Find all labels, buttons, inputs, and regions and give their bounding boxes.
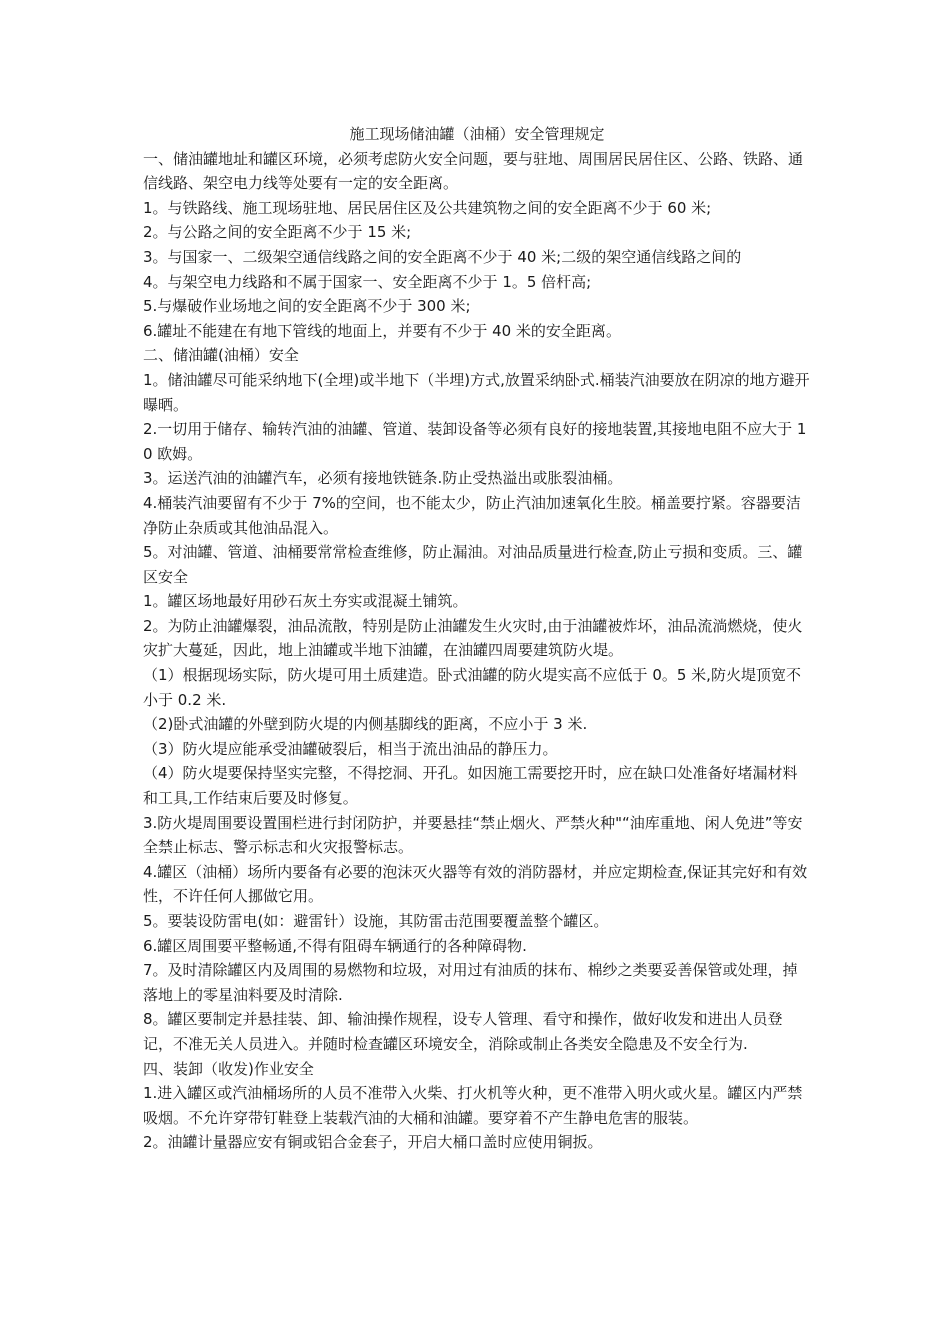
paragraph: 2。为防止油罐爆裂，油品流散，特别是防止油罐发生火灾时,由于油罐被炸坏，油品流淌燃烧，使火灾扩大蔓延，因此，地上油罐或半地下油罐，在油罐四周要建筑防火堤。 [143,616,803,660]
paragraph: 5。要装设防雷电(如：避雷针）设施，其防雷击范围要覆盖整个罐区。 [143,912,609,930]
paragraph: 2。油罐计量器应安有铜或铝合金套子，开启大桶口盖时应使用铜扳。 [143,1133,603,1152]
paragraph: 3.防火堤周围要设置围栏进行封闭防护，并要悬挂“禁止烟火、严禁火种"“油库重地、闲人免进”等安全禁止标志、警示标志和火灾报警标志。 [143,813,803,857]
paragraph: 5。对油罐、管道、油桶要常常检查维修，防止漏油。对油品质量进行检查,防止亏损和变质。三、罐区安全 [143,543,803,586]
paragraph: 1.进入罐区或汽油桶场所的人员不准带入火柴、打火机等火种，更不准带入明火或火星。罐区内严禁吸烟。不允许穿带钉鞋登上装载汽油的大桶和油罐。要穿着不产生静电危害的服装。 [143,1084,803,1127]
section-4-heading: 四、装卸（收发)作业安全 [143,1059,314,1078]
paragraph: （4）防火堤要保持坚实完整，不得挖洞、开孔。如因施工需要挖开时，应在缺口处准备好堵漏材料和工具,工作结束后要及时修复。 [143,764,798,808]
section-2-heading: 二、储油罐(油桶）安全 [143,346,299,365]
paragraph: 6.罐址不能建在有地下管线的地面上，并要有不少于 40 米的安全距离。 [143,321,621,340]
paragraph: （2)卧式油罐的外壁到防火堤的内侧基脚线的距离，不应小于 3 米. [143,715,588,734]
paragraph: 3。运送汽油的油罐汽车，必须有接地铁链条.防止受热溢出或胀裂油桶。 [143,469,623,488]
paragraph: 8。罐区要制定并悬挂装、卸、输油操作规程，设专人管理、看守和操作，做好收发和进出人员登记，不准无关人员进入。并随时检查罐区环境安全，消除或制止各类安全隐患及不安全行为. [143,1010,783,1053]
section-1-intro: 一、储油罐地址和罐区环境，必须考虑防火安全问题，要与驻地、周围居民居住区、公路、铁路、通信线路、架空电力线等处要有一定的安全距离。 [143,149,804,193]
paragraph: 3。与国家一、二级架空通信线路之间的安全距离不少于 40 米;二级的架空通信线路之间的 [143,247,742,266]
paragraph: 6.罐区周围要平整畅通,不得有阻碍车辆通行的各种障碍物. [143,936,527,955]
document-page [143,122,811,1155]
paragraph: （3）防火堤应能承受油罐破裂后，相当于流出油品的静压力。 [143,739,558,758]
paragraph: 1。储油罐尽可能采纳地下(全埋)或半地下（半埋)方式,放置采纳卧式.桶装汽油要放在阴凉的地方避开曝晒。 [143,370,810,414]
paragraph: 4。与架空电力线路和不属于国家一、安全距离不少于 1。5 倍杆高; [143,272,592,291]
paragraph: （1）根据现场实际，防火堤可用土质建造。卧式油罐的防火堤实高不应低于 0。5 米,防火堤顶宽不小于 0.2 米. [143,666,801,709]
paragraph: 1。与铁路线、施工现场驻地、居民居住区及公共建筑物之间的安全距离不少于 60 米; [143,198,712,217]
paragraph: 4.桶装汽油要留有不少于 7%的空间，也不能太少，防止汽油加速氧化生胶。桶盖要拧紧。容器要洁净防止杂质或其他油品混入。 [143,493,801,537]
paragraph: 7。及时清除罐区内及周围的易燃物和垃圾，对用过有油质的抹布、棉纱之类要妥善保管或处理，掉落地上的零星油料要及时清除. [143,961,798,1004]
paragraph: 2.一切用于储存、输转汽油的油罐、管道、装卸设备等必须有良好的接地装置,其接地电阻不应大于 10 欧姆。 [143,420,807,463]
paragraph: 2。与公路之间的安全距离不少于 15 米; [143,223,412,242]
paragraph: 4.罐区（油桶）场所内要备有必要的泡沫灭火器等有效的消防器材，并应定期检查,保证其完好和有效性，不许任何人挪做它用。 [143,862,808,906]
paragraph: 5.与爆破作业场地之间的安全距离不少于 300 米; [143,297,471,316]
paragraph: 1。罐区场地最好用砂石灰土夯实或混凝土铺筑。 [143,592,468,611]
document-title: 施工现场储油罐（油桶）安全管理规定 [349,125,605,143]
